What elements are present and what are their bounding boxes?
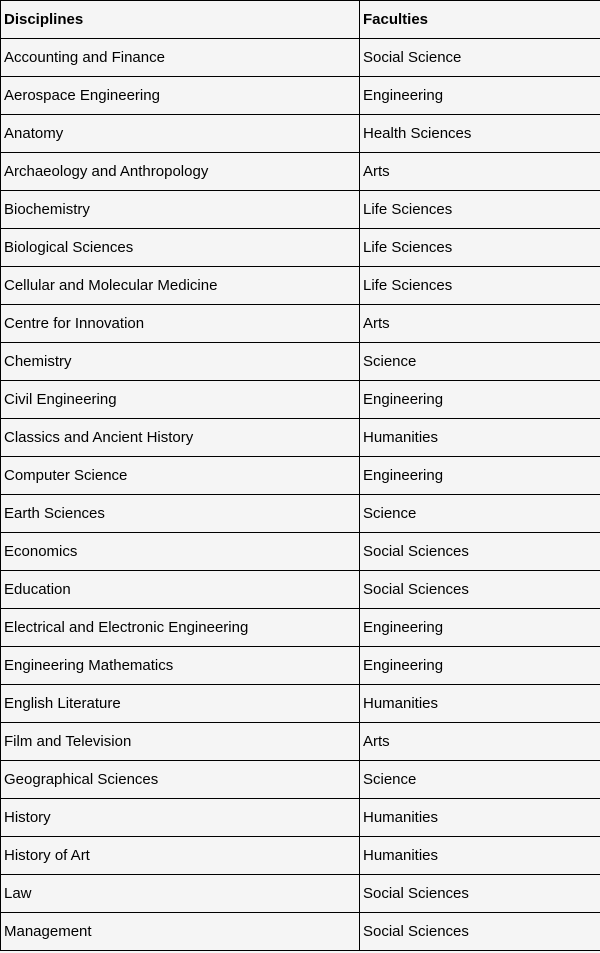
table-row bbox=[1, 533, 600, 571]
discipline-cell: Law bbox=[1, 875, 360, 913]
table-row bbox=[1, 267, 600, 305]
faculty-cell: Social Sciences bbox=[360, 533, 600, 571]
faculty-cell: Humanities bbox=[360, 837, 600, 875]
faculty-cell: Health Sciences bbox=[360, 115, 600, 153]
faculty-cell: Social Sciences bbox=[360, 913, 600, 951]
table-row bbox=[1, 837, 600, 875]
table-row bbox=[1, 153, 600, 191]
faculty-cell: Engineering bbox=[360, 77, 600, 115]
faculty-cell: Humanities bbox=[360, 685, 600, 723]
faculty-cell: Science bbox=[360, 343, 600, 381]
faculty-cell: Science bbox=[360, 761, 600, 799]
table-row bbox=[1, 305, 600, 343]
faculty-cell: Engineering bbox=[360, 609, 600, 647]
discipline-cell: Management bbox=[1, 913, 360, 951]
table-row bbox=[1, 495, 600, 533]
faculty-cell: Life Sciences bbox=[360, 191, 600, 229]
table-row bbox=[1, 685, 600, 723]
discipline-cell: Electrical and Electronic Engineering bbox=[1, 609, 360, 647]
table-row bbox=[1, 115, 600, 153]
discipline-cell: Biochemistry bbox=[1, 191, 360, 229]
faculty-cell: Humanities bbox=[360, 419, 600, 457]
discipline-cell: Classics and Ancient History bbox=[1, 419, 360, 457]
table-row bbox=[1, 723, 600, 761]
faculty-cell: Arts bbox=[360, 305, 600, 343]
faculty-cell: Social Science bbox=[360, 39, 600, 77]
table-row bbox=[1, 457, 600, 495]
discipline-cell: Engineering Mathematics bbox=[1, 647, 360, 685]
discipline-cell: History bbox=[1, 799, 360, 837]
table-row bbox=[1, 381, 600, 419]
discipline-cell: English Literature bbox=[1, 685, 360, 723]
column-header-disciplines: Disciplines bbox=[1, 1, 360, 39]
table-body bbox=[1, 39, 600, 951]
table-row bbox=[1, 875, 600, 913]
faculty-cell: Life Sciences bbox=[360, 267, 600, 305]
faculty-cell: Engineering bbox=[360, 381, 600, 419]
table-row bbox=[1, 913, 600, 951]
faculty-cell: Social Sciences bbox=[360, 571, 600, 609]
table-row bbox=[1, 419, 600, 457]
discipline-cell: Education bbox=[1, 571, 360, 609]
table-row bbox=[1, 647, 600, 685]
table-row bbox=[1, 761, 600, 799]
column-header-faculties: Faculties bbox=[360, 1, 600, 39]
table-header-row bbox=[1, 1, 600, 39]
faculty-cell: Arts bbox=[360, 153, 600, 191]
faculty-cell: Life Sciences bbox=[360, 229, 600, 267]
faculty-cell: Social Sciences bbox=[360, 875, 600, 913]
discipline-cell: Aerospace Engineering bbox=[1, 77, 360, 115]
discipline-cell: History of Art bbox=[1, 837, 360, 875]
table-row bbox=[1, 609, 600, 647]
table-row bbox=[1, 571, 600, 609]
table-row bbox=[1, 191, 600, 229]
discipline-cell: Archaeology and Anthropology bbox=[1, 153, 360, 191]
discipline-cell: Accounting and Finance bbox=[1, 39, 360, 77]
table-row bbox=[1, 229, 600, 267]
table-row bbox=[1, 39, 600, 77]
table-row bbox=[1, 343, 600, 381]
table-row bbox=[1, 799, 600, 837]
faculty-cell: Humanities bbox=[360, 799, 600, 837]
discipline-cell: Film and Television bbox=[1, 723, 360, 761]
discipline-cell: Chemistry bbox=[1, 343, 360, 381]
faculty-cell: Science bbox=[360, 495, 600, 533]
discipline-cell: Anatomy bbox=[1, 115, 360, 153]
discipline-cell: Earth Sciences bbox=[1, 495, 360, 533]
faculty-cell: Engineering bbox=[360, 647, 600, 685]
discipline-cell: Cellular and Molecular Medicine bbox=[1, 267, 360, 305]
discipline-cell: Economics bbox=[1, 533, 360, 571]
faculty-cell: Engineering bbox=[360, 457, 600, 495]
table-row bbox=[1, 77, 600, 115]
discipline-cell: Computer Science bbox=[1, 457, 360, 495]
discipline-cell: Biological Sciences bbox=[1, 229, 360, 267]
discipline-cell: Centre for Innovation bbox=[1, 305, 360, 343]
discipline-cell: Civil Engineering bbox=[1, 381, 360, 419]
faculty-cell: Arts bbox=[360, 723, 600, 761]
discipline-cell: Geographical Sciences bbox=[1, 761, 360, 799]
